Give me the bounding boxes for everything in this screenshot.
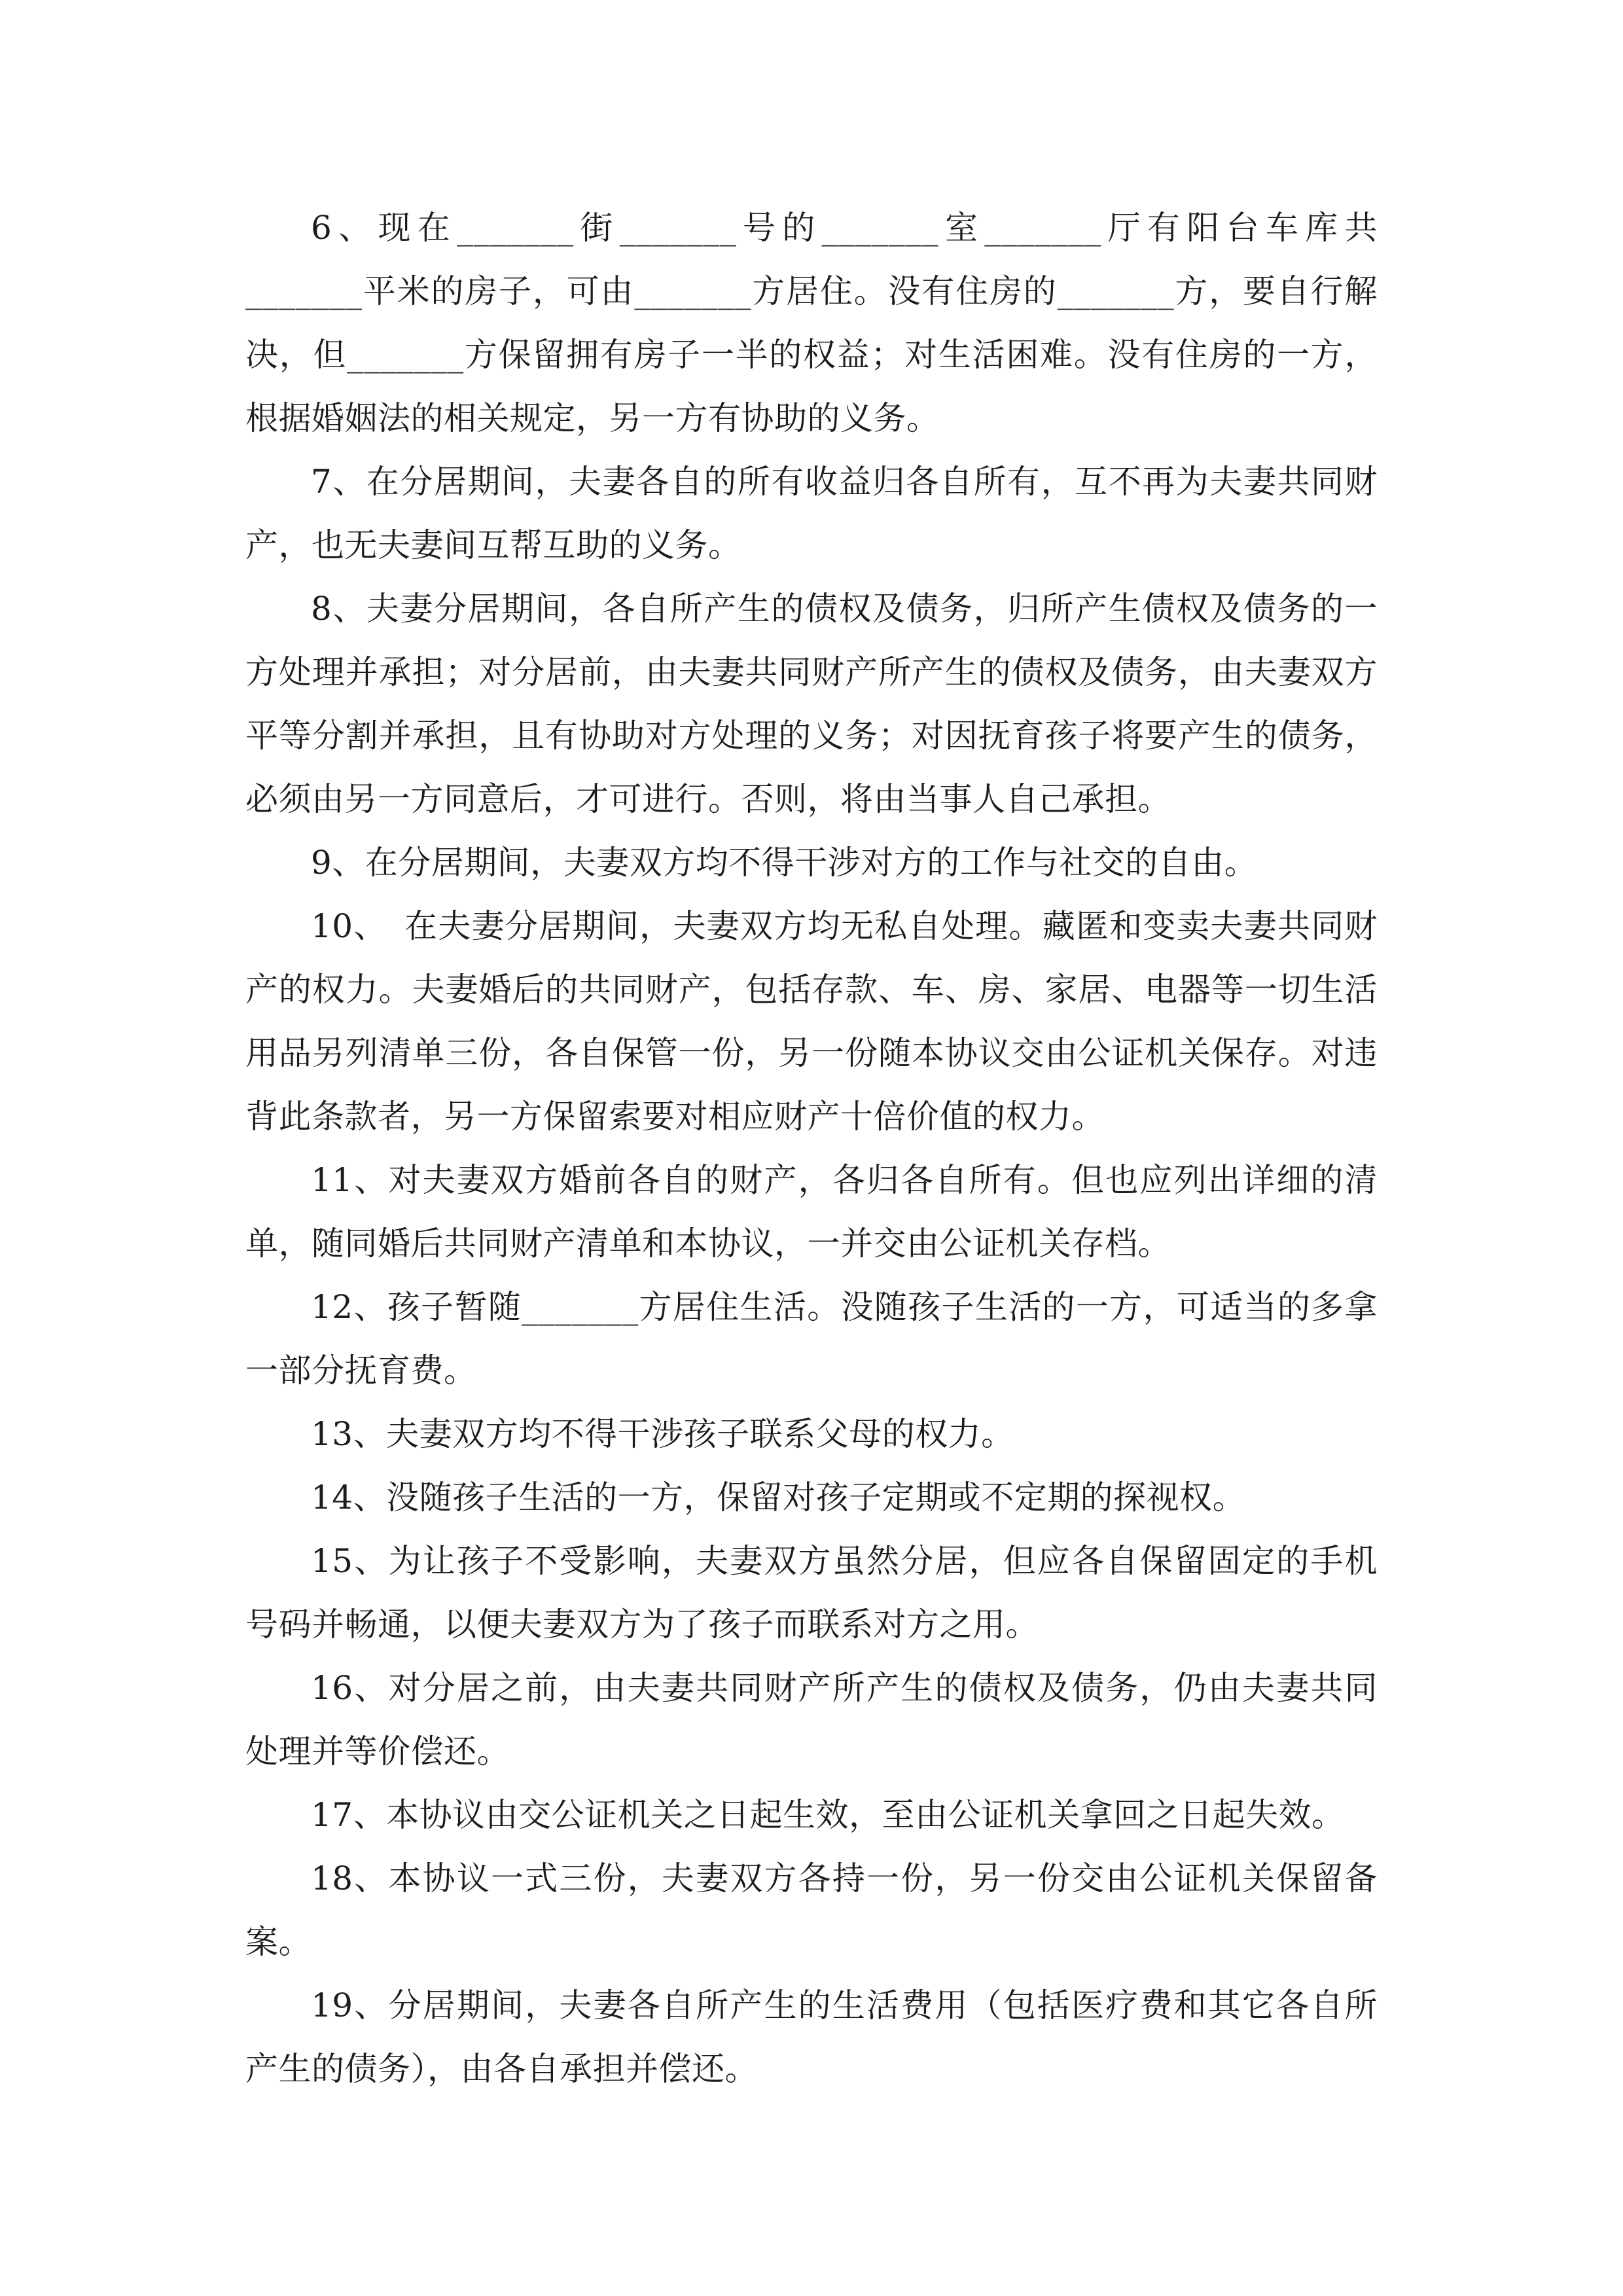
clause-7: 7、在分居期间，夫妻各自的所有收益归各自所有，互不再为夫妻共同财产，也无夫妻间互帮互助的义务。 <box>245 463 1378 564</box>
clause-8: 8、夫妻分居期间，各自所产生的债权及债务，归所产生债权及债务的一方处理并承担；对分居前，由夫妻共同财产所产生的债权及债务，由夫妻双方平等分割并承担，且有协助对方处理的义务；对因抚育孩子将要产生的债务，必须由另一方同意后，才可进行。否则，将由当事人自己承担。 <box>245 590 1378 818</box>
clause-6: 6、现在_______街_______号的_______室_______厅有阳台车库共_______平米的房子，可由_______方居住。没有住房的_______方，要自行解决，但_______方保留拥有房子一半的权益；对生活困难。没有住房的一方，根据婚姻法的相关规定，另一方有协助的义务。 <box>245 209 1378 437</box>
clause-19: 19、分居期间，夫妻各自所产生的生活费用（包括医疗费和其它各自所产生的债务），由各自承担并偿还。 <box>245 1986 1378 2088</box>
clause-17: 17、本协议由交公证机关之日起生效，至由公证机关拿回之日起失效。 <box>311 1796 1345 1834</box>
clause-9: 9、在分居期间，夫妻双方均不得干涉对方的工作与社交的自由。 <box>311 844 1258 882</box>
clause-10: 10、 在夫妻分居期间，夫妻双方均无私自处理。藏匿和变卖夫妻共同财产的权力。夫妻婚后的共同财产，包括存款、车、房、家居、电器等一切生活用品另列清单三份，各自保管一份，另一份随本协议交由公证机关保存。对违背此条款者，另一方保留索要对相应财产十倍价值的权力。 <box>245 907 1378 1136</box>
clause-18: 18、本协议一式三份，夫妻双方各持一份，另一份交由公证机关保留备案。 <box>245 1859 1378 1961</box>
clause-13: 13、夫妻双方均不得干涉孩子联系父母的权力。 <box>311 1415 1014 1453</box>
clause-12: 12、孩子暂随_______方居住生活。没随孩子生活的一方，可适当的多拿一部分抚育费。 <box>245 1288 1378 1390</box>
clause-16: 16、对分居之前，由夫妻共同财产所产生的债权及债务，仍由夫妻共同处理并等价偿还。 <box>245 1669 1378 1770</box>
clause-14: 14、没随孩子生活的一方，保留对孩子定期或不定期的探视权。 <box>311 1479 1246 1516</box>
clause-15: 15、为让孩子不受影响，夫妻双方虽然分居，但应各自保留固定的手机号码并畅通，以便夫妻双方为了孩子而联系对方之用。 <box>245 1542 1378 1643</box>
clause-11: 11、对夫妻双方婚前各自的财产，各归各自所有。但也应列出详细的清单，随同婚后共同财产清单和本协议，一并交由公证机关存档。 <box>245 1161 1378 1263</box>
document-body <box>245 196 1378 2101</box>
